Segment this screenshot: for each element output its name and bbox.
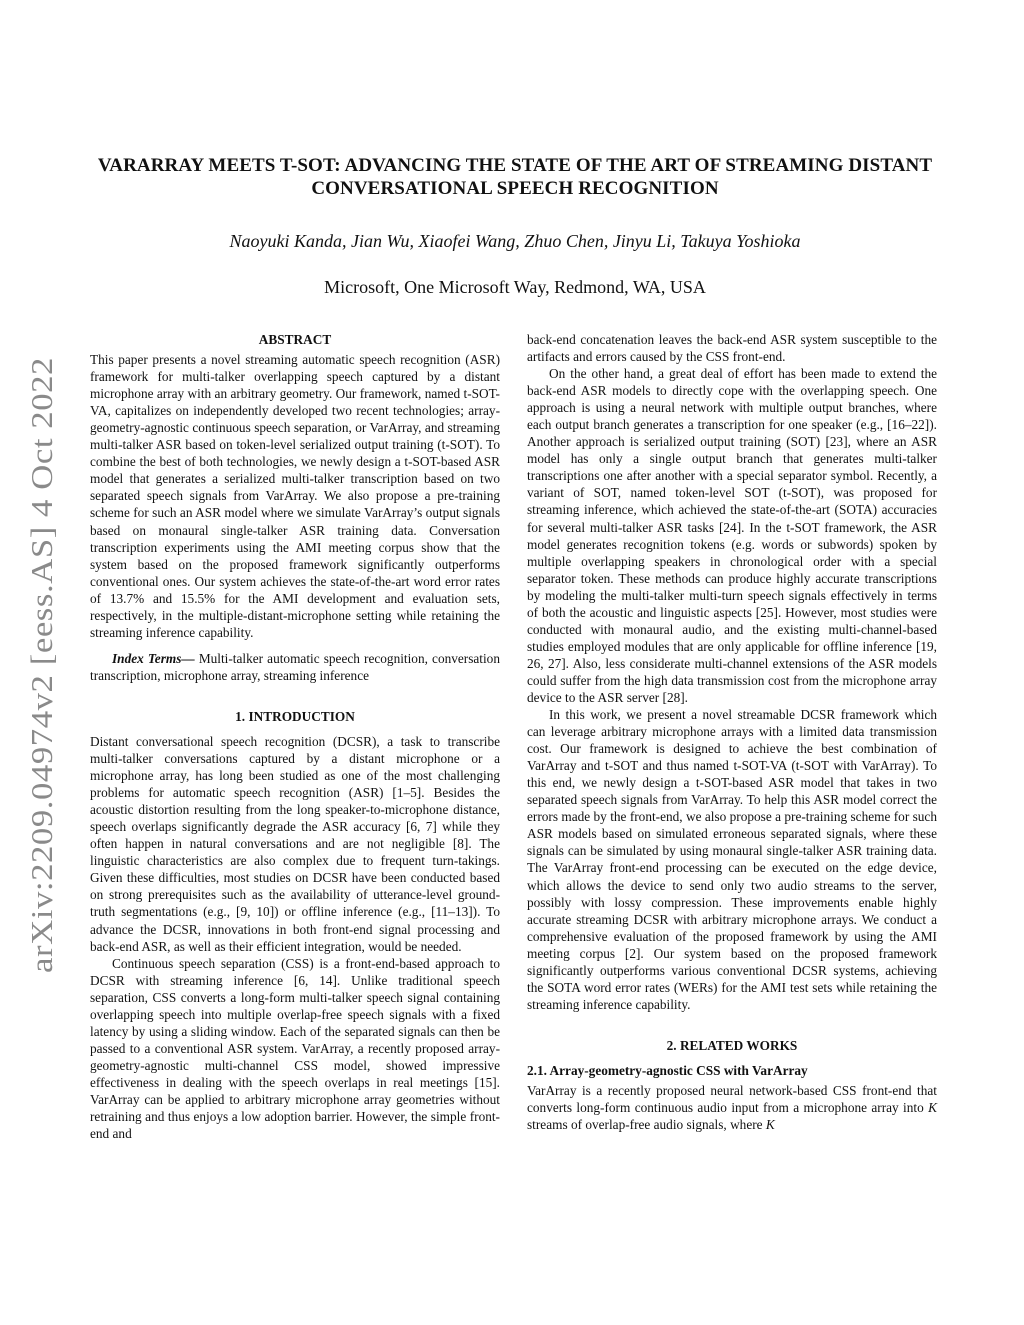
author-list: Naoyuki Kanda, Jian Wu, Xiaofei Wang, Zhuo Chen, Jinyu Li, Takuya Yoshioka — [229, 231, 801, 251]
intro-paragraph-2: Continuous speech separation (CSS) is a front-end-based approach to DCSR with streaming inference [6, 14]. Unlike traditional speech separation, CSS converts a long-form multi-talker speech signal containing overlapping speech into multiple overlap-free speech signals with a fixed latency by using a sliding window. Each of the separated signals can then be passed to a conventional ASR system. VarArray, a recently proposed array-geometry-agnostic multi-channel CSS model, showed impressive effectiveness in dealing with the speech overlaps in real meetings [15]. VarArray can be applied to arbitrary microphone array geometries without retraining and thus enjoys a low adoption barrier. However, the simple front-end and — [90, 955, 500, 1142]
index-terms-label: Index Terms— — [112, 650, 195, 666]
related-paragraph-1 — [527, 1082, 937, 1133]
affiliation: Microsoft, One Microsoft Way, Redmond, WA, USA — [324, 277, 706, 297]
intro-paragraph-1: Distant conversational speech recognition (DCSR), a task to transcribe multi-talker conversations captured by a distant microphone or a microphone array, has long been studied as one of the most challenging problems for automatic speech recognition (ASR) [1–5]. Besides the acoustic distortion resulting from the long speaker-to-microphone distance, speech overlaps significantly degrade the ASR accuracy [6, 7] while they often happen in natural conversations and are not negligible [8]. The linguistic characteristics are also complex due to frequent turn-takings. Given these difficulties, most studies on DCSR have been conducted based on strong prerequisites such as the availability of utterance-level ground-truth segmentations (e.g., [9, 10]) or offline inference (e.g., [11–13]). To advance the DCSR, innovations in both front-end signal processing and back-end ASR, as well as their efficient integration, would be needed. — [90, 733, 500, 954]
math-k-2: K — [765, 1117, 775, 1133]
intro-paragraph-2-continued: back-end concatenation leaves the back-end ASR system susceptible to the artifacts and errors caused by the CSS front-end. — [527, 332, 937, 365]
index-terms — [90, 650, 500, 684]
related-works-heading: 2. RELATED WORKS — [666, 1037, 798, 1053]
intro-paragraph-3: On the other hand, a great deal of effort has been made to extend the back-end ASR models to directly cope with the overlapping speech. One approach is using a neural network with multiple output branches, where each output branch generates a transcription for one speaker (e.g., [16–22]). Another approach is serialized output training (SOT) [23], where an ASR model has only a single output branch that generates multi-talker transcriptions one after another with a special separator symbol. Recently, a variant of SOT, named token-level SOT (t-SOT), was proposed for streaming inference, which achieved the state-of-the-art (SOTA) accuracies for several multi-talker ASR tasks [24]. In the t-SOT framework, the ASR model generates recognition tokens (e.g. words or subwords) spoken by multiple overlapping speakers in chronological order with a special separator token. These methods can produce highly accurate transcriptions by modeling the multi-talker multi-turn speech signals effectively in terms of both the acoustic and linguistic aspects [25]. However, most studies were conducted with monaural audio, and the existing multi-channel-based studies employed modules that are only applicable for offline inference [19, 26, 27]. Also, less considerate multi-channel extensions of the ASR models could suffer from the high data transmission cost from the microphone array device to the ASR server [28]. — [527, 366, 937, 705]
arxiv-identifier: arXiv:2209.04974v2 [eess.AS] 4 Oct 2022 — [24, 423, 59, 973]
introduction-heading: 1. INTRODUCTION — [235, 708, 355, 724]
right-column — [527, 331, 937, 1133]
index-terms-text: Multi-talker automatic speech recognition, conversation transcription, microphone array, streaming inference — [90, 650, 500, 683]
arxiv-stamp — [14, 355, 64, 975]
subsection-heading: 2.1. Array-geometry-agnostic CSS with VarArray — [527, 1062, 808, 1078]
left-column — [90, 331, 500, 1142]
paper-header — [90, 154, 940, 298]
related-text-a: VarArray is a recently proposed neural network-based CSS front-end that converts long-form continuous audio input from a microphone array into — [527, 1082, 937, 1116]
abstract-text: This paper presents a novel streaming automatic speech recognition (ASR) framework for multi-talker overlapping speech captured by a distant microphone array with an arbitrary geometry. Our framework, named t-SOT-VA, capitalizes on independently developed two recent technologies; array-geometry-agnostic continuous speech separation, or VarArray, and streaming multi-talker ASR based on token-level serialized output training (t-SOT). To combine the best of both technologies, we newly design a t-SOT-based ASR model that generates a serialized multi-talker transcription based on two separated speech signals from VarArray. We also propose a pre-training scheme for such an ASR model where we simulate VarArray’s output signals based on monaural single-talker ASR training data. Conversation transcription experiments using the AMI meeting corpus show that the system based on the proposed framework significantly outperforms conventional ones. Our system achieves the state-of-the-art word error rates of 13.7% and 15.5% for the AMI development and evaluation sets, respectively, in the multiple-distant-microphone setting while retaining the streaming inference capability. — [90, 352, 500, 640]
related-text-b: streams of overlap-free audio signals, where — [527, 1117, 763, 1133]
abstract-heading: ABSTRACT — [258, 332, 332, 347]
intro-paragraph-4: In this work, we present a novel streamable DCSR framework which can leverage arbitrary microphone arrays with a limited data transmission cost. Our framework is designed to achieve the best combination of VarArray and t-SOT and thus named t-SOT-VA (t-SOT with VarArray). To this end, we newly design a t-SOT-based ASR model that takes in two separated speech signals from VarArray. To help this ASR model correct the errors made by the front-end, we also propose a pre-training scheme for such ASR models based on simulated erroneous separated signals, where these signals can be simulated by using monaural single-talker ASR training data. The VarArray front-end processing can be executed on the edge device, which allows the device to send only two audio streams to the server, possibly with lossy compression. These improvements enable highly accurate streaming DCSR with arbitrary microphone arrays. We conduct a comprehensive evaluation of the proposed framework by using the AMI meeting corpus [2]. Our system based on the proposed framework significantly outperforms various conventional DCSR systems, achieving the SOTA word error rates (WERs) for the AMI test sets while retaining the streaming inference capability. — [527, 707, 937, 1012]
math-k: K — [928, 1100, 937, 1116]
paper-title: VARARRAY MEETS T-SOT: ADVANCING THE STATE OF THE ART OF STREAMING DISTANT CONVERSATIONAL SPEECH RECOGNITION — [97, 155, 933, 199]
